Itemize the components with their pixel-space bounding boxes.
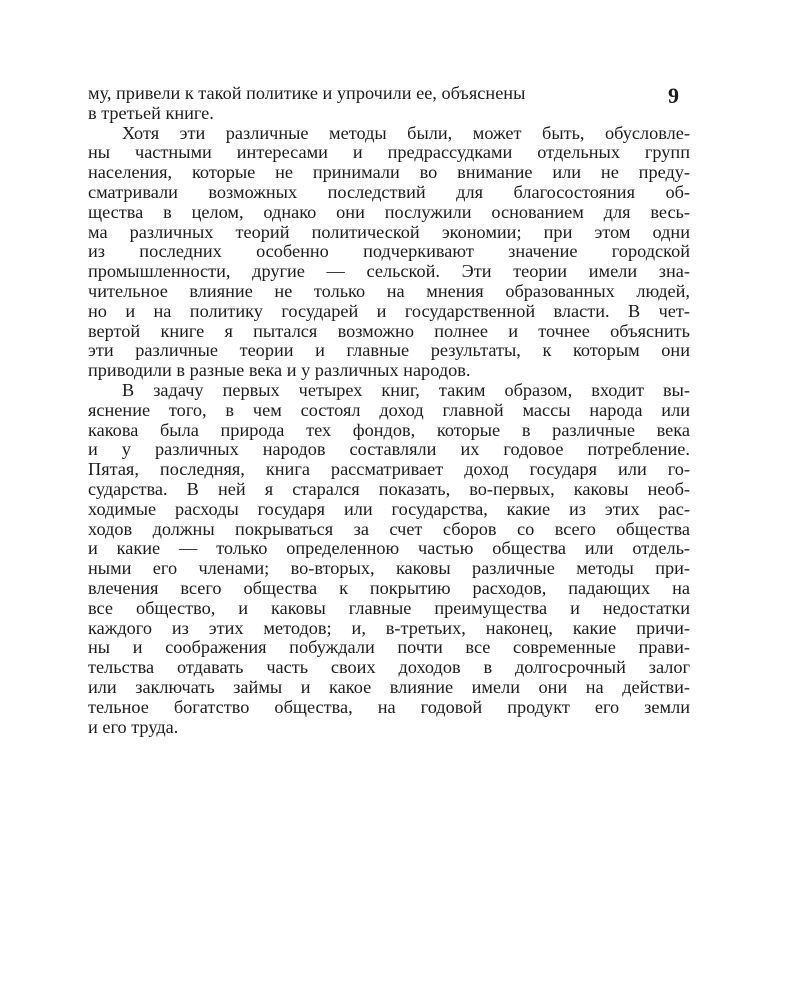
body-text: [88, 84, 690, 737]
text-line: ма различных теорий политической экономии; при этом одни: [88, 221, 690, 242]
text-line: ны частными интересами и предрассудками отдельных групп: [88, 142, 690, 163]
text-line: и его труда.: [88, 716, 179, 737]
text-line: ходимые расходы государя или государства, какие из этих рас-: [88, 498, 690, 519]
text-line: ходов должны покрываться за счет сборов со всего общества: [88, 518, 690, 539]
text-line: промышленности, другие — сельской. Эти теории имели зна-: [88, 261, 690, 282]
text-line: эти различные теории и главные результаты, к которым они: [88, 340, 690, 361]
text-line: яснение того, в чем состоял доход главной массы народа или: [88, 399, 690, 420]
text-line: сударства. В ней я старался показать, во-первых, каковы необ-: [88, 478, 690, 499]
text-line: тельное богатство общества, на годовой продукт его земли: [88, 696, 690, 717]
text-line: из последних особенно подчеркивают значение городской: [88, 241, 690, 262]
text-line: все общество, и каковы главные преимущества и недостатки: [88, 597, 690, 618]
text-line: тельства отдавать часть своих доходов в долгосрочный залог: [88, 657, 690, 678]
text-line: каждого из этих методов; и, в-третьих, наконец, какие причи-: [88, 617, 690, 638]
text-line: ными его членами; во-вторых, каковы различные методы при-: [88, 558, 690, 579]
text-line: вертой книге я пытался возможно полнее и точнее объяснить: [88, 320, 690, 341]
text-line: щества в целом, однако они послужили основанием для весь-: [88, 201, 690, 222]
text-line: приводили в разные века и у различных народов.: [88, 360, 471, 381]
text-line: влечения всего общества к покрытию расходов, падающих на: [88, 577, 690, 598]
text-line: му, привели к такой политике и упрочили ее, объяснены: [88, 83, 526, 103]
text-line: но и на политику государей и государственной власти. В чет-: [88, 300, 690, 321]
text-line: чительное влияние не только на мнения образованных людей,: [88, 280, 690, 301]
text-line: или заключать займы и какое влияние имели они на действи-: [88, 676, 690, 697]
text-line: населения, которые не принимали во внимание или не преду-: [88, 162, 690, 183]
text-line: сматривали возможных последствий для благосостояния об-: [88, 181, 690, 202]
text-line: Хотя эти различные методы были, может быть, обусловле-: [122, 122, 690, 143]
text-line: какова была природа тех фондов, которые в различные века: [88, 419, 690, 440]
text-line: в третьей книге.: [88, 102, 214, 123]
text-line: ны и соображения побуждали почти все современные прави-: [88, 637, 690, 658]
text-line: и у различных народов составляли их годовое потребление.: [88, 439, 690, 460]
text-line: Пятая, последняя, книга рассматривает доход государя или го-: [88, 459, 690, 480]
page-number: 9: [668, 83, 679, 108]
text-line: и какие — только определенною частью общества или отдель-: [88, 538, 690, 559]
text-line: В задачу первых четырех книг, таким образом, входит вы-: [122, 379, 690, 400]
